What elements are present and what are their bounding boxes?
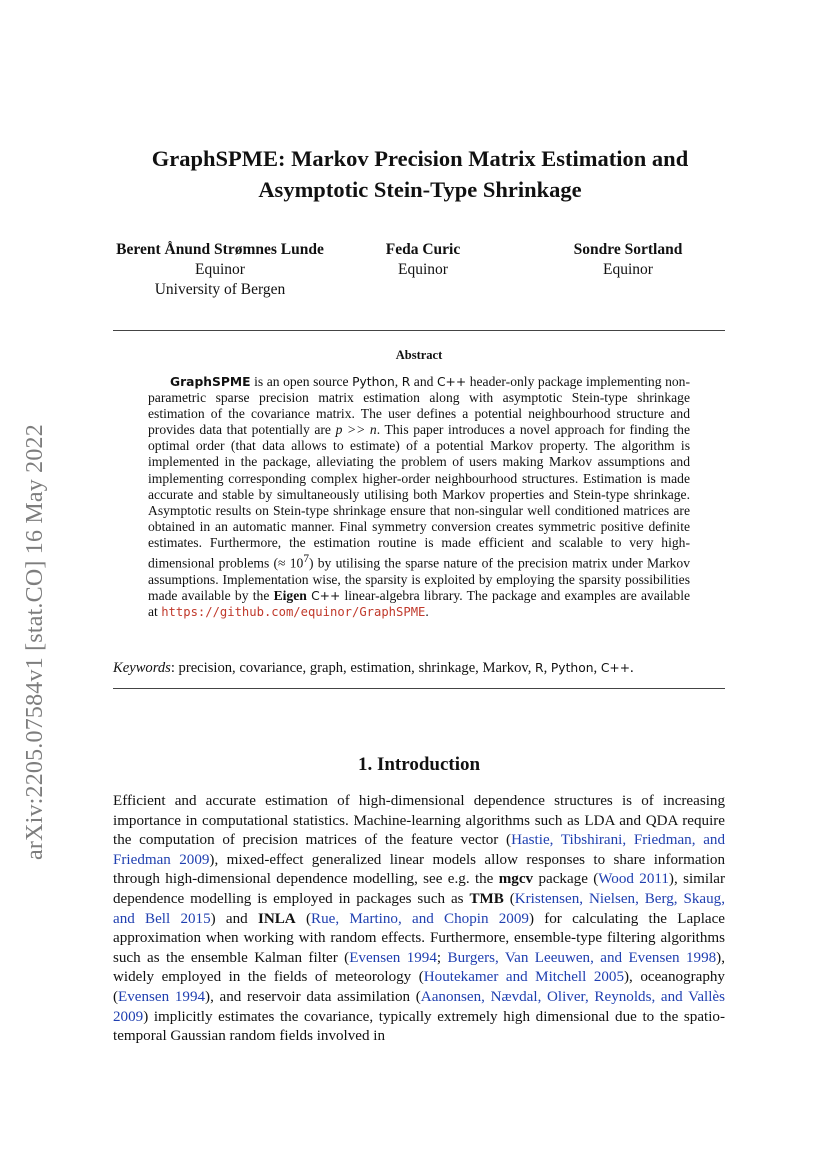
citation-link[interactable]: Evensen 1994 [118,988,206,1005]
superscript: 7 [303,553,309,566]
introduction-body [113,792,725,1047]
title-line-2: Asymptotic Stein-Type Shrinkage [258,177,582,202]
math-expression: p >> n [335,422,377,438]
eigen-library: Eigen [273,587,307,603]
package-inla: INLA [257,910,296,927]
section-heading: 1. Introduction [357,754,481,775]
language-cpp: C++ [436,375,467,389]
abstract-body [148,374,690,620]
citation-link[interactable]: Houtekamer and Mitchell 2005 [423,969,625,986]
author-affiliation: Equinor [603,261,653,278]
author-affiliation: Equinor [398,261,448,278]
language-python: Python [352,375,395,389]
author-name: Feda Curic [385,241,461,258]
abstract-heading: Abstract [395,348,443,362]
keywords-label: Keywords [113,660,171,676]
author-name: Sondre Sortland [573,241,683,258]
citation-link[interactable]: Kristensen, Nielsen, Berg, Skaug, and Bell 2015 [113,890,725,927]
keywords-line: Keywords: precision, covariance, graph, estimation, shrinkage, Markov, R, Python, C++. [113,660,634,676]
abstract-top-rule [113,330,725,331]
citation-link[interactable]: Wood 2011 [598,871,669,888]
author-affiliation: Equinor [195,261,245,278]
paper-title [100,143,740,205]
author-3 [533,240,723,280]
package-name: GraphSPME [170,375,251,389]
author-name: Berent Ånund Strømnes Lunde [116,241,324,258]
language-r: R [401,375,411,389]
citation-link[interactable]: Evensen 1994 [349,949,437,966]
abstract-paragraph: GraphSPME is an open source Python, R and C++ header-only package implementing non-parametric sparse precision matrix estimation along with asymptotic Stein-type shrinkage estimation of the covariance matrix. The user defines a potential neighbourhood structure and provides data that potentially are p >> n. This paper introduces a novel approach for finding the optimal order (that data allows to estimate) of a potential Markov property. The algorithm is implemented in the package, alleviating the problem of users making Markov assumptions and implementing corresponding complex higher-order neighbourhood structures. Estimation is made accurate and stable by simultaneously utilising both Markov properties and Stein-type shrinkage. Asymptotic results on Stein-type shrinkage ensure that non-singular well conditioned matrices are obtained in an automatic manner. Final symmetry conversion creates symmetric positive definite estimates. Furthermore, the estimation routine is made efficient and scalable to very high-dimensional problems (≈ $10^7$) by utilising the sparse nature of the precision matrix under Markov assumptions. Implementation wise, the sparsity is exploited by employing the sparsity possibilities made available by the Eigen C++ linear-algebra library. The package and examples are available at https://github.com/equinor/GraphSPME. [148,374,691,619]
citation-link[interactable]: Hastie, Tibshirani, Friedman, and Friedman 2009 [113,832,726,868]
language-cpp: C++ [311,588,341,603]
citation-link[interactable]: Aanonsen, Nævdal, Oliver, Reynolds, and Vallès 2009 [113,988,725,1025]
package-mgcv: mgcv [498,871,534,888]
author-2 [358,240,488,280]
body-paragraph: Efficient and accurate estimation of high-dimensional dependence structures is of increasing importance in computational statistics. Machine-learning algorithms such as LDA and QDA require the computation of precision matrices of the feature vector (Hastie, Tibshirani, Friedman, and Friedman 2009), mixed-effect generalized linear models allow responses to share information through high-dimensional dependence modelling, see e.g. the mgcv package (Wood 2011), similar dependence modelling is employed in packages such as TMB (Kristensen, Nielsen, Berg, Skaug, and Bell 2015) and INLA (Rue, Martino, and Chopin 2009) for calculating the Laplace approximation when working with random effects. Furthermore, ensemble-type filtering algorithms such as the ensemble Kalman filter (Evensen 1994; Burgers, Van Leeuwen, and Evensen 1998), widely employed in the fields of meteorology (Houtekamer and Mitchell 2005), oceanography (Evensen 1994), and reservoir data assimilation (Aanonsen, Nævdal, Oliver, Reynolds, and Vallès 2009) implicitly estimates the covariance, typically extremely high dimensional due to the spatio-temporal Gaussian random fields involved in [113,793,726,1045]
repository-link[interactable]: https://github.com/equinor/GraphSPME [161,604,426,619]
arxiv-margin-identifier: arXiv:2205.07584v1 [stat.CO] 16 May 2022 [22,424,48,860]
package-tmb: TMB [469,890,504,907]
title-line-1: GraphSPME: Markov Precision Matrix Estimation and [151,146,689,171]
author-affiliation: University of Bergen [154,281,286,298]
author-1 [90,240,350,300]
citation-link[interactable]: Burgers, Van Leeuwen, and Evensen 1998 [447,949,717,966]
citation-link[interactable]: Rue, Martino, and Chopin 2009 [311,910,529,927]
abstract-bottom-rule [113,688,725,689]
